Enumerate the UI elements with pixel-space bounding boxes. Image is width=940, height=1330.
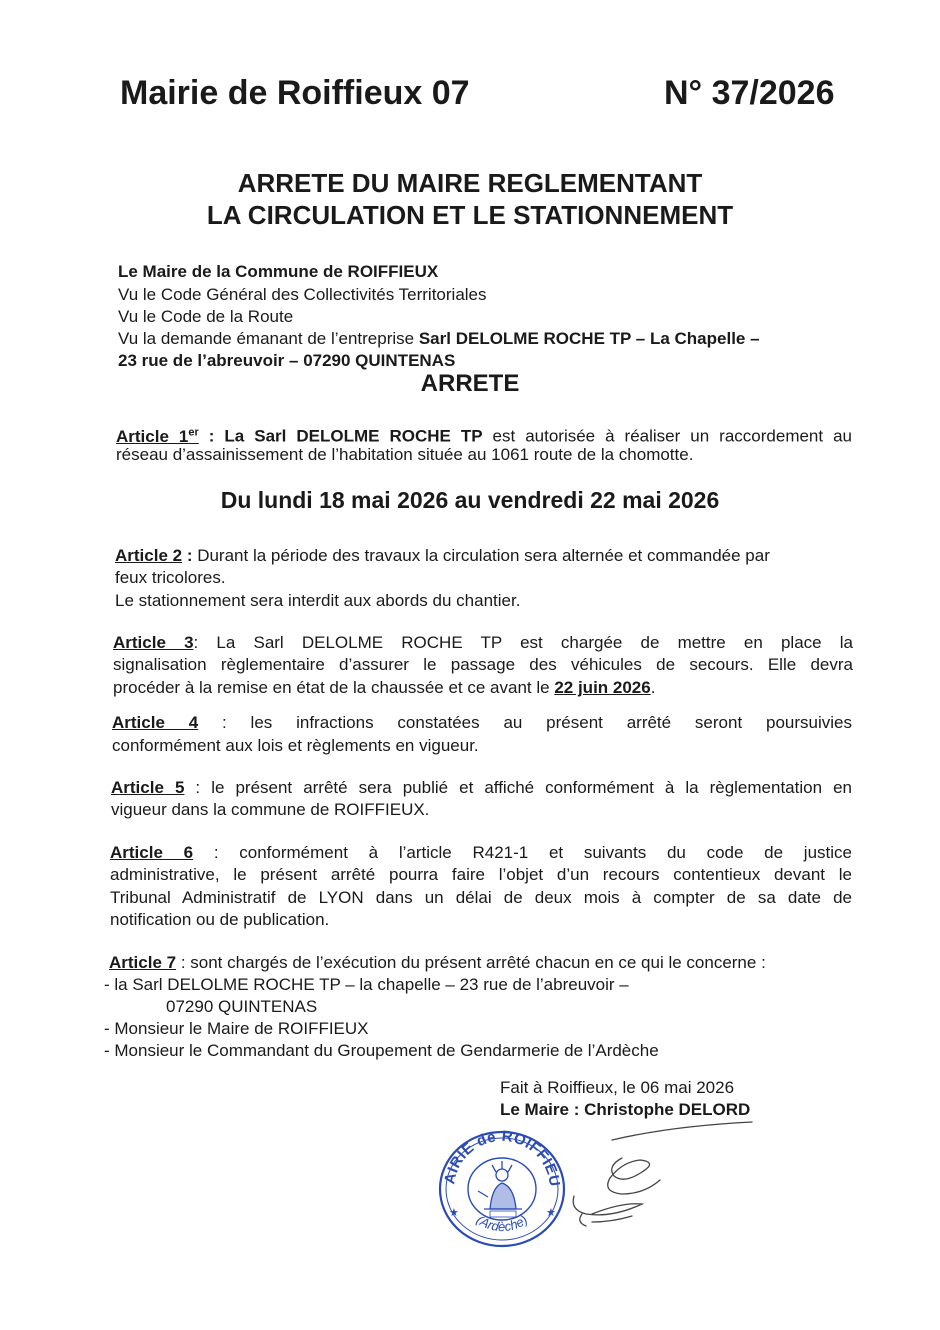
article-3-line-2: signalisation règlementaire d’assurer le passage des véhicules de secours. Elle devra [113, 655, 853, 674]
article-4-label: Article 4 [112, 713, 199, 732]
title-line-1: ARRETE DU MAIRE REGLEMENTANT [237, 168, 703, 198]
article-1-line-1: Article 1er : La Sarl DELOLME ROCHE TP est autorisée à réaliser un raccordement au [116, 426, 853, 446]
article-5-line-2: vigueur dans la commune de ROIFFIEUX. [111, 800, 430, 819]
article-4-line-2: conformément aux lois et règlements en vigueur. [112, 736, 479, 755]
article-6-line-2: administrative, le présent arrêté pourra faire l’objet d’un recours contentieux devant le [110, 865, 852, 884]
place-date: Fait à Roiffieux, le 06 mai 2026 [500, 1078, 735, 1097]
article-2-line-2: feux tricolores. [115, 568, 226, 587]
vu-cgct: Vu le Code Général des Collectivités Territoriales [118, 285, 487, 304]
arrete-number: N° 37/2026 [664, 74, 835, 112]
svg-text:★: ★ [449, 1206, 459, 1219]
mairie-header: Mairie de Roiffieux 07 [120, 74, 470, 112]
svg-text:★: ★ [546, 1206, 556, 1219]
article-6-line-3: Tribunal Administratif de LYON dans un délai de deux mois à compter de sa date de [110, 888, 852, 907]
article-5-line-1: Article 5 : le présent arrêté sera publié et affiché conformément à la règlementation en [111, 778, 852, 797]
handwritten-signature [552, 1118, 762, 1238]
article-7-label: Article 7 [109, 953, 177, 972]
article-5-label: Article 5 [111, 778, 185, 797]
article-7-item-3: - Monsieur le Commandant du Groupement de Gendarmerie de l’Ardèche [104, 1041, 659, 1060]
seal-stamp-icon [432, 1125, 572, 1250]
article-6-line-4: notification ou de publication. [110, 910, 330, 929]
article-3-line-1: Article 3: La Sarl DELOLME ROCHE TP est chargée de mettre en place la [113, 633, 853, 652]
article-7-item-1a: - la Sarl DELOLME ROCHE TP – la chapelle – 23 rue de l’abreuvoir – [104, 975, 629, 994]
article-2-line-3: Le stationnement sera interdit aux abords du chantier. [115, 591, 521, 610]
maire-line: Le Maire de la Commune de ROIFFIEUX [118, 262, 439, 281]
article-7-item-1b: 07290 QUINTENAS [166, 997, 318, 1016]
article-7-item-2: - Monsieur le Maire de ROIFFIEUX [104, 1019, 369, 1038]
seal-bottom-text: (Ardèche) [473, 1212, 531, 1235]
vu-demande-address: 23 rue de l’abreuvoir – 07290 QUINTENAS [118, 351, 456, 370]
deadline-date: 22 juin 2026 [554, 678, 651, 697]
article-3-label: Article 3 [113, 633, 194, 652]
article-6-label: Article 6 [110, 843, 194, 862]
seal-top-text: AIRIE de ROIFFIEU [441, 1127, 564, 1188]
article-7-line-1: Article 7 : sont chargés de l’exécution du présent arrêté chacun en ce qui le concerne : [109, 953, 766, 972]
article-2-line-1: Article 2 : Durant la période des travaux la circulation sera alternée et commandée par [115, 546, 770, 565]
article-2-label: Article 2 [115, 546, 183, 565]
period-dates: Du lundi 18 mai 2026 au vendredi 22 mai 2026 [220, 487, 720, 513]
vu-demande-company: Sarl DELOLME ROCHE TP – La Chapelle – [418, 329, 760, 348]
vu-demande-prefix: Vu la demande émanant de l’entreprise [118, 329, 419, 348]
vu-demande [118, 328, 760, 350]
article-6-line-1: Article 6 : conformément à l’article R421-1 et suivants du code de justice [110, 843, 852, 862]
signer-name: Le Maire : Christophe DELORD [500, 1100, 751, 1119]
article-1-line-2: réseau d’assainissement de l’habitation située au 1061 route de la chomotte. [116, 445, 694, 464]
vu-code-route: Vu le Code de la Route [118, 307, 294, 326]
article-4-line-1: Article 4 : les infractions constatées au présent arrêté seront poursuivies [112, 713, 852, 732]
signature-icon [552, 1118, 762, 1238]
arrete-heading: ARRETE [420, 370, 520, 397]
article-1-label: Article 1er [116, 426, 199, 446]
article-3-line-3: procéder à la remise en état de la chaussée et ce avant le 22 juin 2026. [113, 678, 656, 697]
title-line-2: LA CIRCULATION ET LE STATIONNEMENT [206, 200, 734, 230]
svg-text:(Ardèche) [474, 1212, 531, 1234]
article-1-company: La Sarl DELOLME ROCHE TP [224, 426, 483, 446]
mairie-seal [432, 1125, 572, 1250]
